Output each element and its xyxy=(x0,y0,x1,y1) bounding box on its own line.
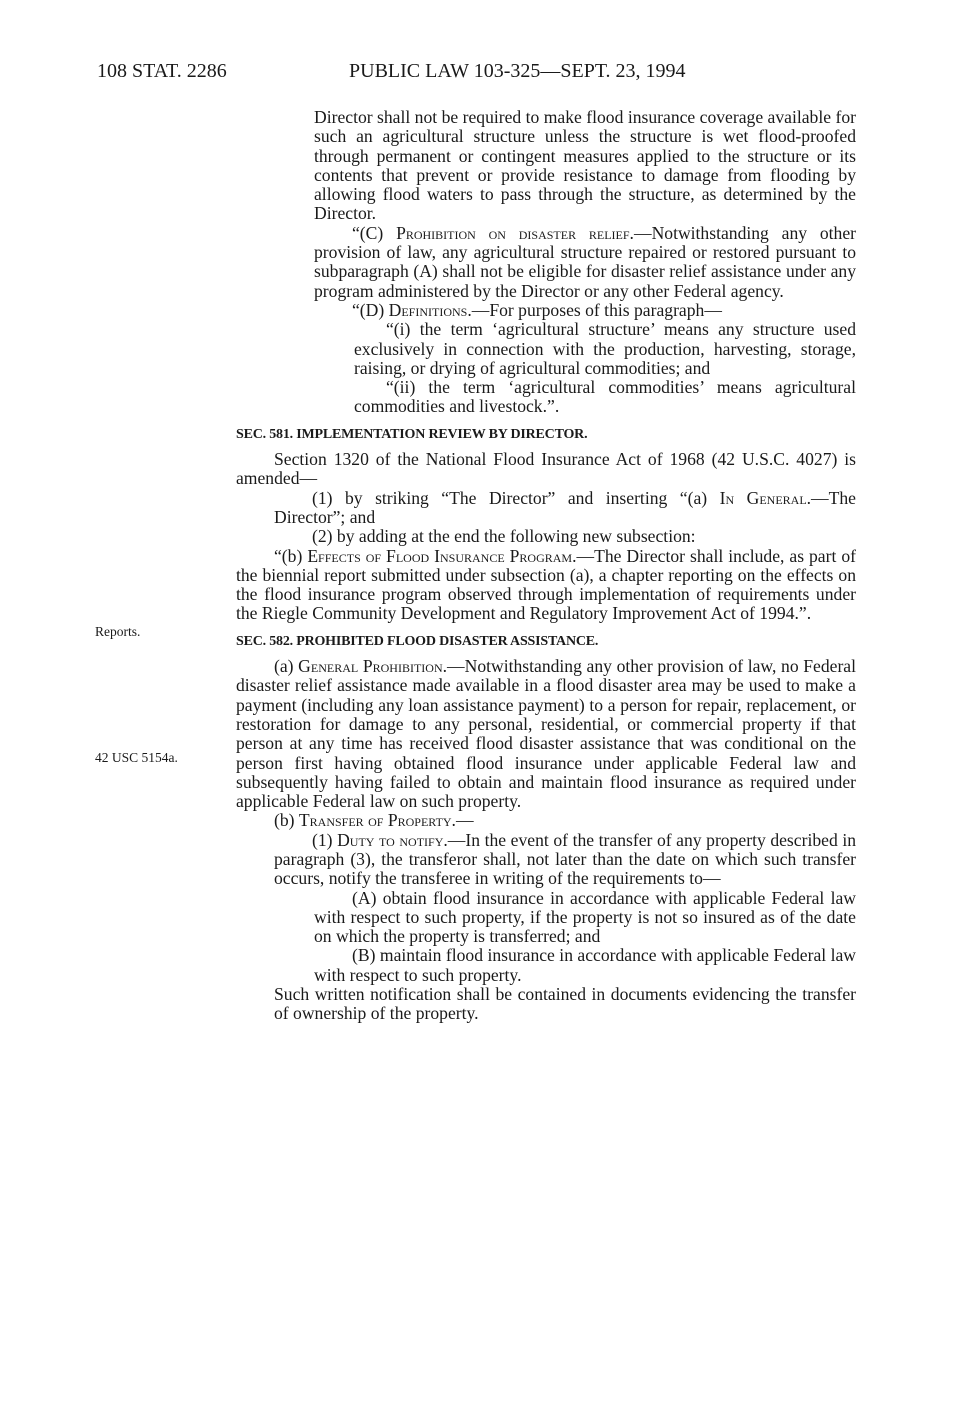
subsection-b-heading: Effects of Flood Insurance Program. xyxy=(307,545,577,566)
subsection-a-text: —Notwithstanding any other provision of law, no Federal disaster relief assistance made available in a flood disaster area may be used to make a payment (including any loan assistance payment) to a person for repair, replacement, or restoration for damage to any personal, residential, or commercial property if that person at any time has received flood disaster assistance that was conditional on the person first having obtained flood insurance under applicable Federal law and subsequently having failed to obtain and maintain flood insurance as required under applicable Federal law on such property. xyxy=(236,656,856,812)
section-581-heading: SEC. 581. IMPLEMENTATION REVIEW BY DIRECTOR. xyxy=(236,426,588,442)
subparagraph-b1-B: (B) maintain flood insurance in accordance with applicable Federal law with respect to such property. xyxy=(314,945,856,985)
margin-note-reports: Reports. xyxy=(95,624,141,639)
subsection-b-text: —The Director shall include, as part of the biennial report submitted under subsection (a), a chapter reporting on the effects on the flood insurance program observed through implementation of requirements under the Riegle Community Development and Regulatory Improvement Act of 1994.”. xyxy=(236,545,856,624)
subsection-a-heading: General Prohibition. xyxy=(298,656,448,677)
section-581-subsection-b xyxy=(236,547,856,624)
margin-note-usc: 42 USC 5154a. xyxy=(95,750,178,765)
clause-ii: “(ii) the term ‘agricultural commodities’ means agricultural commodities and livestock.”. xyxy=(354,377,856,417)
item-1-text-c: —The Director”; and xyxy=(274,487,856,527)
statute-page-ref: 108 STAT. 2286 xyxy=(97,60,227,82)
subparagraph-c-lead: “(C) xyxy=(352,222,384,243)
section-581-item-2: (2) by adding at the end the following new subsection: xyxy=(312,526,696,547)
subsection-b2-text: — xyxy=(455,810,474,831)
statute-body xyxy=(236,108,856,1024)
public-law-ref: PUBLIC LAW 103-325—SEPT. 23, 1994 xyxy=(349,60,686,82)
section-582-heading: SEC. 582. PROHIBITED FLOOD DISASTER ASSISTANCE. xyxy=(236,633,599,649)
section-582-subsection-a xyxy=(236,657,856,811)
subsection-b2-lead: (b) xyxy=(274,810,295,831)
section-581-text: Section 1320 of the National Flood Insurance Act of 1968 (42 U.S.C. 4027) is amended— xyxy=(236,449,856,489)
section-582-subsection-b xyxy=(236,811,856,830)
item-1-text-a: (1) by striking “The Director” and inserting “(a) xyxy=(312,487,708,508)
item-1-heading: In General. xyxy=(719,487,812,508)
subparagraph-c-heading: Prohibition on disaster relief. xyxy=(396,222,634,243)
subsection-b2-heading: Transfer of Property. xyxy=(298,810,456,831)
subparagraph-d-heading: Definitions. xyxy=(388,299,472,320)
subparagraph-c xyxy=(236,224,856,301)
paragraph-b1-heading: Duty to notify. xyxy=(337,829,448,850)
paragraph-continuation: Director shall not be required to make flood insurance coverage available for such an agricultural structure unless the structure is wet flood-proofed through permanent or contingent measures applied to the structure or its contents that prevent or provide resistance to damage from flooding by allowing flood waters to pass through the structure, as determined by the Director. xyxy=(314,107,856,224)
section-581-item-1 xyxy=(236,489,856,528)
clause-i: “(i) the term ‘agricultural structure’ means any structure used exclusively in connection with the production, harvesting, storage, raising, or drying of agricultural commodities; and xyxy=(354,319,856,378)
subparagraph-d xyxy=(236,301,856,320)
subsection-a-lead: (a) xyxy=(274,656,294,677)
subparagraph-d-lead: “(D) xyxy=(352,299,385,320)
paragraph-b1-lead: (1) xyxy=(312,829,333,850)
subparagraph-b1-A: (A) obtain flood insurance in accordance with applicable Federal law with respect to such property, if the property is not so insured as of the date on which the property is transferred; and xyxy=(314,887,856,947)
paragraph-b1-tail: Such written notification shall be contained in documents evidencing the transfer of ownership of the property. xyxy=(274,984,856,1024)
paragraph-b1-text: —In the event of the transfer of any property described in paragraph (3), the transferor shall, not later than the date on which such transfer occurs, notify the transferee in writing of the requirements to— xyxy=(274,829,856,889)
subsection-b-lead: “(b) xyxy=(274,545,303,566)
subparagraph-c-text: —Notwithstanding any other provision of law, any agricultural structure repaired or restored pursuant to subparagraph (A) shall not be eligible for disaster relief assistance under any program administered by the Director or any other Federal agency. xyxy=(314,222,856,301)
subparagraph-d-text: —For purposes of this paragraph— xyxy=(471,299,722,320)
paragraph-b1 xyxy=(236,831,856,889)
